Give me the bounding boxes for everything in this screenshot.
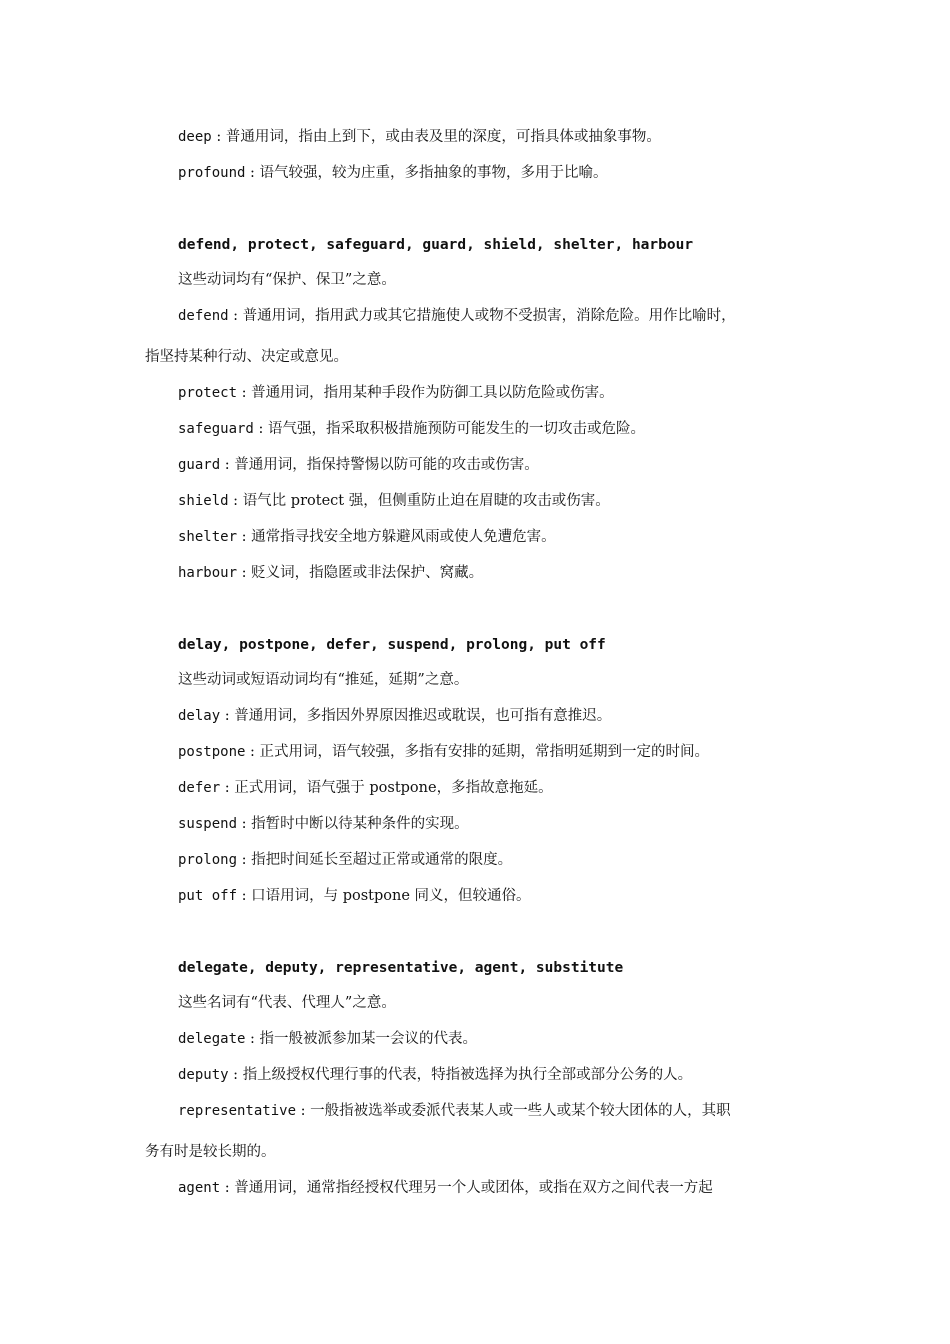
- entry-separator: :: [228, 493, 243, 509]
- entry-definition: 正式用词，语气较强，多指有安排的延期，常指明延期到一定的时间。: [259, 744, 710, 760]
- entry-separator: :: [211, 129, 226, 145]
- entry-representative: [178, 1102, 731, 1120]
- entry-term: defend: [178, 308, 229, 324]
- section-intro-delegate: 这些名词有“代表、代理人”之意。: [178, 995, 396, 1011]
- entry-term: deep: [178, 129, 212, 145]
- entry-put-off: [178, 887, 531, 905]
- entry-separator: :: [237, 529, 252, 545]
- entry-definition: 一般指被选举或委派代表某人或一些人或某个较大团体的人，其职: [310, 1103, 731, 1119]
- entry-term: protect: [178, 385, 238, 401]
- entry-term: delay: [178, 708, 221, 724]
- entry-definition: 正式用词，语气强于 postpone，多指故意拖延。: [234, 780, 553, 796]
- entry-suspend: [178, 815, 469, 833]
- entry-definition: 语气较强，较为庄重，多指抽象的事物，多用于比喻。: [259, 165, 608, 181]
- section-intro-delay: 这些动词或短语动词均有“推延，延期”之意。: [178, 672, 469, 688]
- entry-separator: :: [220, 708, 235, 724]
- entry-separator: :: [220, 780, 235, 796]
- entry-term: shield: [178, 493, 229, 509]
- entry-term: guard: [178, 457, 221, 473]
- entry-term: deputy: [178, 1067, 229, 1083]
- section-heading-delay: delay, postpone, defer, suspend, prolong, put off: [178, 637, 606, 653]
- entry-separator: :: [296, 1103, 311, 1119]
- entry-definition: 普通用词，指由上到下，或由表及里的深度，可指具体或抽象事物。: [225, 129, 661, 145]
- entry-definition: 指把时间延长至超过正常或通常的限度。: [251, 852, 513, 868]
- entry-separator: :: [245, 744, 260, 760]
- entry-term: agent: [178, 1180, 221, 1196]
- entry-delegate: [178, 1030, 477, 1048]
- entry-representative-continuation: 务有时是较长期的。: [145, 1144, 276, 1160]
- entry-deep: [178, 128, 661, 146]
- entry-definition: 指上级授权代理行事的代表，特指被选择为执行全部或部分公务的人。: [242, 1067, 693, 1083]
- entry-definition: 普通用词，指用某种手段作为防御工具以防危险或伤害。: [251, 385, 614, 401]
- entry-safeguard: [178, 420, 645, 438]
- entry-term: postpone: [178, 744, 246, 760]
- entry-term: profound: [178, 165, 246, 181]
- entry-deputy: [178, 1066, 692, 1084]
- entry-shield: [178, 492, 610, 510]
- entry-separator: :: [237, 816, 252, 832]
- entry-separator: :: [237, 385, 252, 401]
- entry-separator: :: [228, 1067, 243, 1083]
- entry-term: delegate: [178, 1031, 246, 1047]
- entry-definition: 普通用词，通常指经授权代理另一个人或团体，或指在双方之间代表一方起: [234, 1180, 713, 1196]
- entry-guard: [178, 456, 539, 474]
- entry-separator: :: [237, 888, 252, 904]
- entry-term: prolong: [178, 852, 238, 868]
- entry-separator: :: [237, 852, 252, 868]
- entry-definition: 语气强，指采取积极措施预防可能发生的一切攻击或危险。: [267, 421, 645, 437]
- entry-definition: 通常指寻找安全地方躲避风雨或使人免遭危害。: [251, 529, 556, 545]
- entry-defend: [178, 307, 736, 325]
- entry-term: defer: [178, 780, 221, 796]
- entry-defend-continuation: 指坚持某种行动、决定或意见。: [145, 349, 348, 365]
- entry-definition: 指一般被派参加某一会议的代表。: [259, 1031, 478, 1047]
- entry-separator: :: [228, 308, 243, 324]
- entry-separator: :: [245, 165, 260, 181]
- entry-separator: :: [220, 457, 235, 473]
- entry-term: put off: [178, 888, 238, 904]
- entry-separator: :: [220, 1180, 235, 1196]
- entry-delay: [178, 707, 611, 725]
- entry-term: suspend: [178, 816, 238, 832]
- entry-definition: 口语用词，与 postpone 同义，但较通俗。: [251, 888, 531, 904]
- entry-definition: 普通用词，指保持警惕以防可能的攻击或伤害。: [234, 457, 539, 473]
- entry-term: harbour: [178, 565, 238, 581]
- entry-separator: :: [237, 565, 252, 581]
- entry-defer: [178, 779, 553, 797]
- section-heading-delegate: delegate, deputy, representative, agent, substitute: [178, 960, 624, 976]
- entry-term: representative: [178, 1103, 297, 1119]
- section-heading-defend: defend, protect, safeguard, guard, shield, shelter, harbour: [178, 237, 694, 253]
- entry-harbour: [178, 564, 483, 582]
- entry-profound: [178, 164, 608, 182]
- entry-definition: 指暂时中断以待某种条件的实现。: [251, 816, 469, 832]
- entry-prolong: [178, 851, 512, 869]
- entry-separator: :: [245, 1031, 260, 1047]
- entry-separator: :: [253, 421, 268, 437]
- section-intro-defend: 这些动词均有“保护、保卫”之意。: [178, 272, 396, 288]
- entry-term: safeguard: [178, 421, 254, 437]
- entry-definition: 普通用词，多指因外界原因推迟或耽误，也可指有意推迟。: [234, 708, 612, 724]
- entry-term: shelter: [178, 529, 238, 545]
- entry-definition: 贬义词，指隐匿或非法保护、窝藏。: [251, 565, 484, 581]
- entry-protect: [178, 384, 614, 402]
- entry-shelter: [178, 528, 556, 546]
- entry-postpone: [178, 743, 709, 761]
- entry-agent: [178, 1179, 713, 1197]
- entry-definition: 普通用词，指用武力或其它措施使人或物不受损害，消除危险。用作比喻时，: [242, 308, 736, 324]
- entry-definition: 语气比 protect 强，但侧重防止迫在眉睫的攻击或伤害。: [242, 493, 610, 509]
